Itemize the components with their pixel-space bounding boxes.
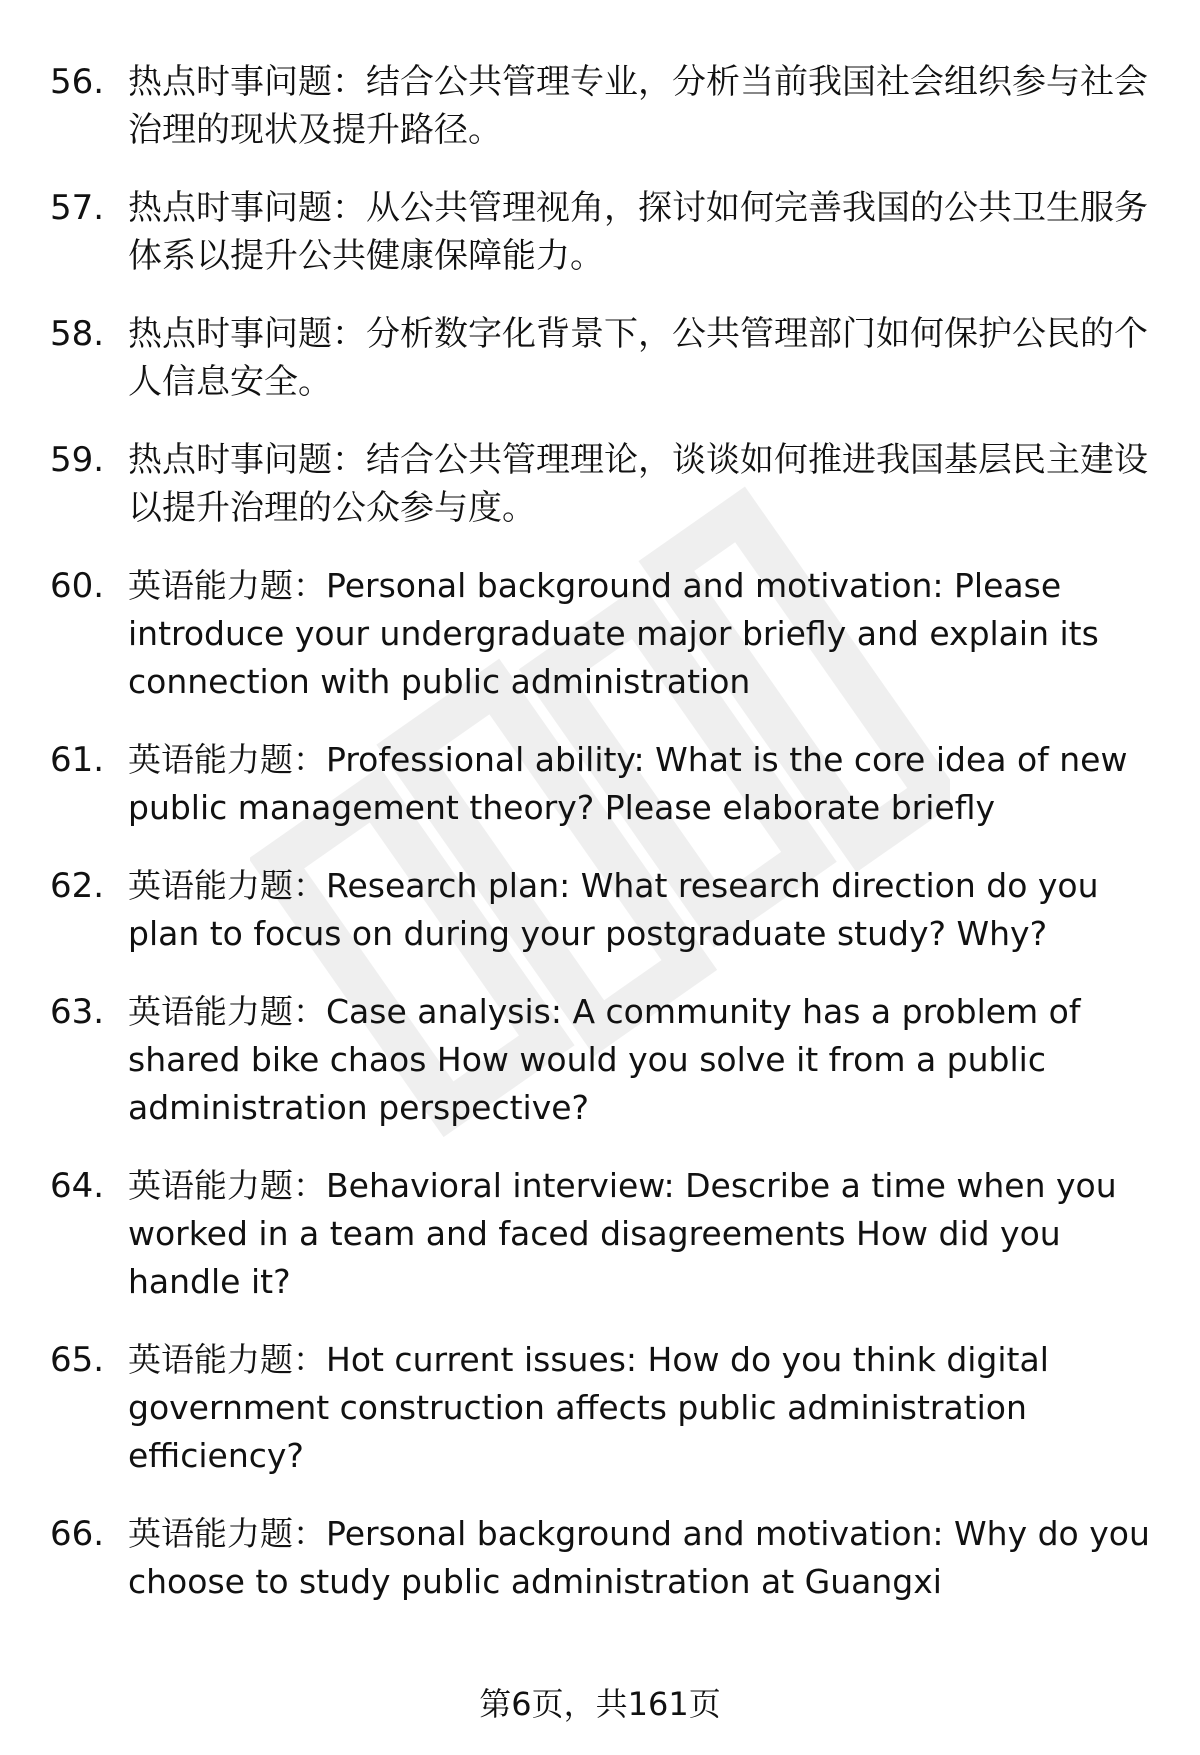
question-text: 英语能力题：Personal background and motivation: Why do you choose to study public administration at Guangxi [128,1514,1150,1601]
question-number: 62. [50,866,105,906]
question-text: 英语能力题：Professional ability: What is the core idea of new public management theory? Please elaborate briefly [128,740,1128,827]
question-item-58 [50,310,1160,406]
question-number: 58. [50,314,105,354]
question-text: 英语能力题：Personal background and motivation: Please introduce your undergraduate major briefly and explain its connection with public administration [128,566,1099,701]
question-number: 64. [50,1166,105,1206]
question-list [50,58,1160,1636]
question-text: 英语能力题：Case analysis: A community has a problem of shared bike chaos How would you solve it from a public administration perspective? [128,992,1081,1127]
question-text: 热点时事问题：从公共管理视角，探讨如何完善我国的公共卫生服务体系以提升公共健康保障能力。 [128,188,1148,276]
question-text: 热点时事问题：分析数字化背景下，公共管理部门如何保护公民的个人信息安全。 [128,314,1148,402]
question-number: 66. [50,1514,105,1554]
page-footer [0,1682,1200,1726]
question-text: 英语能力题：Hot current issues: How do you think digital government construction affects public administration efficiency? [128,1340,1049,1475]
question-number: 57. [50,188,105,228]
question-number: 60. [50,566,105,606]
question-item-60 [50,562,1160,706]
question-item-59 [50,436,1160,532]
question-item-61 [50,736,1160,832]
page-number-label: 第6页，共161页 [479,1685,721,1723]
question-item-63 [50,988,1160,1132]
question-item-56 [50,58,1160,154]
question-item-64 [50,1162,1160,1306]
question-item-66 [50,1510,1160,1606]
question-number: 59. [50,440,105,480]
question-text: 热点时事问题：结合公共管理理论，谈谈如何推进我国基层民主建设以提升治理的公众参与度。 [128,440,1148,528]
question-text: 热点时事问题：结合公共管理专业，分析当前我国社会组织参与社会治理的现状及提升路径。 [128,62,1148,150]
question-number: 63. [50,992,105,1032]
question-item-62 [50,862,1160,958]
question-text: 英语能力题：Behavioral interview: Describe a time when you worked in a team and faced disagreements How did you handle it? [128,1166,1117,1301]
question-number: 56. [50,62,105,102]
question-item-65 [50,1336,1160,1480]
question-text: 英语能力题：Research plan: What research direction do you plan to focus on during your postgraduate study? Why? [128,866,1099,953]
question-item-57 [50,184,1160,280]
question-number: 65. [50,1340,105,1380]
question-number: 61. [50,740,105,780]
